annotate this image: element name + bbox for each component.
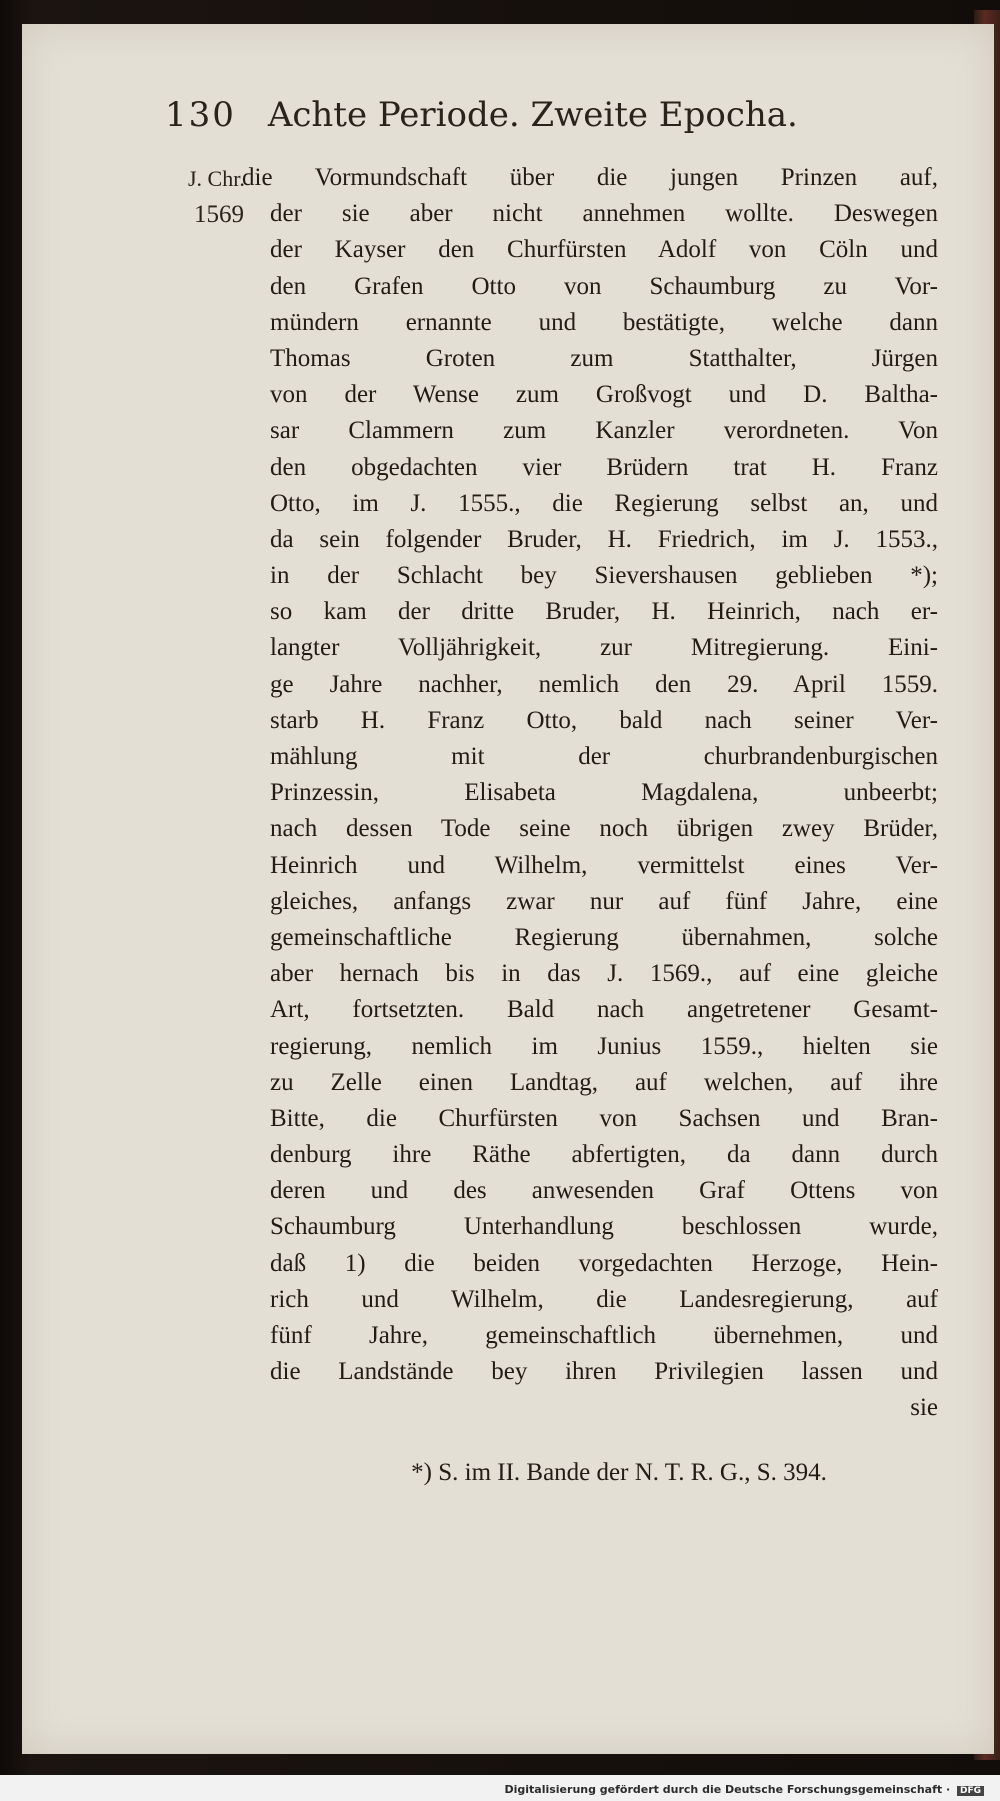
text-line: Prinzessin, Elisabeta Magdalena, unbeerbt; xyxy=(270,779,938,807)
text-line: Thomas Groten zum Statthalter, Jürgen xyxy=(270,344,938,372)
text-line: ge Jahre nachher, nemlich den 29. April 1559. xyxy=(270,670,938,698)
text-line: aber hernach bis in das J. 1569., auf eine gleiche xyxy=(270,960,938,988)
text-line: die Vormundschaft über die jungen Prinzen auf, xyxy=(242,164,938,191)
text-line: der Kayser den Churfürsten Adolf von Cöln und xyxy=(270,236,938,264)
text-line: gemeinschaftliche Regierung übernahmen, solche xyxy=(270,923,938,951)
text-line: nach dessen Tode seine noch übrigen zwey Brüder, xyxy=(270,815,938,843)
text-line: Art, fortsetzten. Bald nach angetretener Gesamt- xyxy=(270,996,938,1024)
text-line: so kam der dritte Bruder, H. Heinrich, nach er- xyxy=(270,598,938,626)
margin-year: 1569 xyxy=(194,201,244,228)
text-line: starb H. Franz Otto, bald nach seiner Ver- xyxy=(270,706,938,734)
body-text xyxy=(242,160,938,1487)
text-line: gleiches, anfangs zwar nur auf fünf Jahre, eine xyxy=(270,887,938,915)
text-line: daß 1) die beiden vorgedachten Herzoge, Hein- xyxy=(270,1249,938,1277)
text-line: die Landstände bey ihren Privilegien lassen und xyxy=(270,1358,938,1386)
page-number: 130 xyxy=(165,95,236,135)
text-line: Schaumburg Unterhandlung beschlossen wurde, xyxy=(270,1213,938,1241)
running-head-title: Achte Periode. Zweite Epocha. xyxy=(267,95,798,135)
digitization-credit xyxy=(498,1781,990,1798)
text-line: in der Schlacht bey Sievershausen geblieben *); xyxy=(270,562,938,590)
text-line: den Grafen Otto von Schaumburg zu Vor- xyxy=(270,272,938,300)
text-line: da sein folgender Bruder, H. Friedrich, im J. 1553., xyxy=(270,525,938,553)
running-head xyxy=(165,95,965,135)
text-line: zu Zelle einen Landtag, auf welchen, auf ihre xyxy=(270,1068,938,1096)
text-line: Bitte, die Churfürsten von Sachsen und Bran- xyxy=(270,1104,938,1132)
credit-text: Digitalisierung gefördert durch die Deutsche Forschungsgemeinschaft · xyxy=(504,1783,951,1796)
footnote-spacer xyxy=(270,1427,938,1459)
margin-label: J. Chr. xyxy=(188,166,245,191)
text-line: deren und des anwesenden Graf Ottens von xyxy=(270,1177,938,1205)
text-line: regierung, nemlich im Junius 1559., hielten sie xyxy=(270,1032,938,1060)
text-line: von der Wense zum Großvogt und D. Baltha- xyxy=(270,381,938,409)
text-line: Heinrich und Wilhelm, vermittelst eines Ver- xyxy=(270,851,938,879)
text-line: sar Clammern zum Kanzler verordneten. Von xyxy=(270,417,938,445)
text-line: fünf Jahre, gemeinschaftlich übernehmen, und xyxy=(270,1322,938,1349)
text-line: den obgedachten vier Brüdern trat H. Franz xyxy=(270,453,938,481)
text-line: der sie aber nicht annehmen wollte. Deswegen xyxy=(270,200,938,228)
text-line: langter Volljährigkeit, zur Mitregierung. Eini- xyxy=(270,634,938,662)
text-line: denburg ihre Räthe abfertigten, da dann durch xyxy=(270,1141,938,1169)
text-line: rich und Wilhelm, die Landesregierung, auf xyxy=(270,1285,938,1313)
dfg-logo-icon: DFG xyxy=(957,1786,984,1796)
text-line: Otto, im J. 1555., die Regierung selbst an, und xyxy=(270,489,938,517)
footnote: *) S. im II. Bande der N. T. R. G., S. 394. xyxy=(411,1458,827,1486)
text-line: mündern ernannte und bestätigte, welche dann xyxy=(270,308,938,336)
text-line: mählung mit der churbrandenburgischen xyxy=(270,743,938,770)
catchword: sie xyxy=(910,1394,938,1422)
